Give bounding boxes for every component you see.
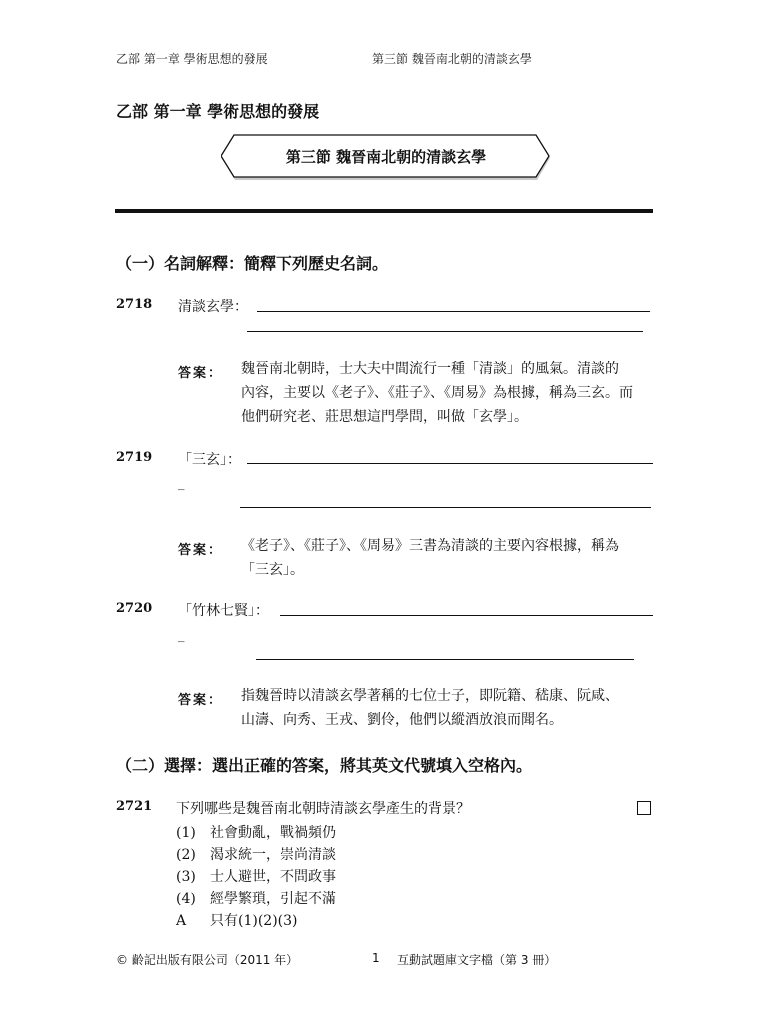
section-title-mcq: （二）選擇：選出正確的答案，將其英文代號填入空格內。 (116, 756, 533, 775)
option-number: (2) (176, 847, 196, 863)
answer-text (241, 357, 656, 429)
option-item (176, 844, 336, 864)
option-number: (4) (176, 891, 196, 907)
stray-underscore: _ (178, 476, 185, 491)
answer-text (241, 534, 656, 582)
answer-line: 魏晉南北朝時，士大夫中間流行一種「清談」的風氣。清談的 (241, 361, 619, 377)
footer-publisher: © 齡記出版有限公司（2011 年） (116, 953, 299, 967)
question-number: 2721 (116, 799, 153, 814)
answer-line: 山濤、向秀、王戎、劉伶，他們以縱酒放浪而聞名。 (241, 712, 563, 728)
answer-blank-line[interactable] (247, 331, 643, 332)
section-title-glossary: （一）名詞解釋：簡釋下列歷史名詞。 (116, 254, 389, 273)
choice-item[interactable] (176, 910, 298, 930)
option-number: (3) (176, 869, 196, 885)
option-text: 渴求統一，崇尚清談 (210, 847, 336, 863)
footer-title: 互動試題庫文字檔（第 3 冊） (397, 953, 557, 967)
answer-line: 內容，主要以《老子》、《莊子》、《周易》為根據，稱為三玄。而 (241, 385, 633, 401)
answer-label: 答案： (178, 366, 224, 381)
answer-line: 《老子》、《莊子》、《周易》三書為清談的主要內容根據，稱為 (241, 538, 619, 554)
answer-blank-line[interactable] (247, 463, 653, 464)
option-text: 經學繁瑣，引起不滿 (210, 891, 336, 907)
section-banner-title: 第三節 魏晉南北朝的清談玄學 (285, 148, 487, 166)
answer-line: 「三玄」。 (241, 562, 304, 578)
footer-page-number: 1 (372, 951, 380, 965)
option-item (176, 866, 336, 886)
question-number: 2720 (116, 601, 153, 616)
option-text: 士人避世，不問政事 (210, 869, 336, 885)
answer-label: 答案： (178, 543, 224, 558)
question-number: 2719 (116, 450, 153, 465)
section-banner (221, 134, 551, 182)
answer-label: 答案： (178, 693, 224, 708)
part-title: 乙部 第一章 學術思想的發展 (116, 102, 320, 121)
running-header-left: 乙部 第一章 學術思想的發展 (116, 52, 268, 66)
answer-blank-line[interactable] (280, 615, 653, 616)
answer-blank-line[interactable] (256, 659, 634, 660)
question-term: 「竹林七賢」： (178, 603, 269, 619)
question-term: 清談玄學： (178, 299, 248, 315)
option-item (176, 822, 336, 842)
answer-checkbox[interactable] (637, 801, 651, 815)
choice-text: 只有(1)(2)(3) (210, 913, 298, 929)
question-term: 「三玄」： (178, 452, 241, 468)
running-header-right: 第三節 魏晉南北朝的清談玄學 (372, 52, 532, 66)
option-item (176, 888, 336, 908)
option-number: (1) (176, 825, 196, 841)
answer-blank-line[interactable] (257, 311, 650, 312)
question-number: 2718 (116, 297, 153, 312)
answer-blank-line[interactable] (240, 507, 651, 508)
answer-line: 他們研究老、莊思想這門學問，叫做「玄學」。 (241, 409, 528, 425)
answer-line: 指魏晉時以清談玄學著稱的七位士子，即阮籍、嵇康、阮咸、 (241, 688, 619, 704)
stray-underscore: _ (178, 628, 185, 643)
question-stem: 下列哪些是魏晉南北朝時清談玄學產生的背景？ (176, 801, 470, 817)
divider (115, 209, 653, 213)
option-text: 社會動亂，戰禍頻仍 (210, 825, 336, 841)
answer-text (241, 684, 656, 732)
choice-letter: A (176, 913, 187, 929)
